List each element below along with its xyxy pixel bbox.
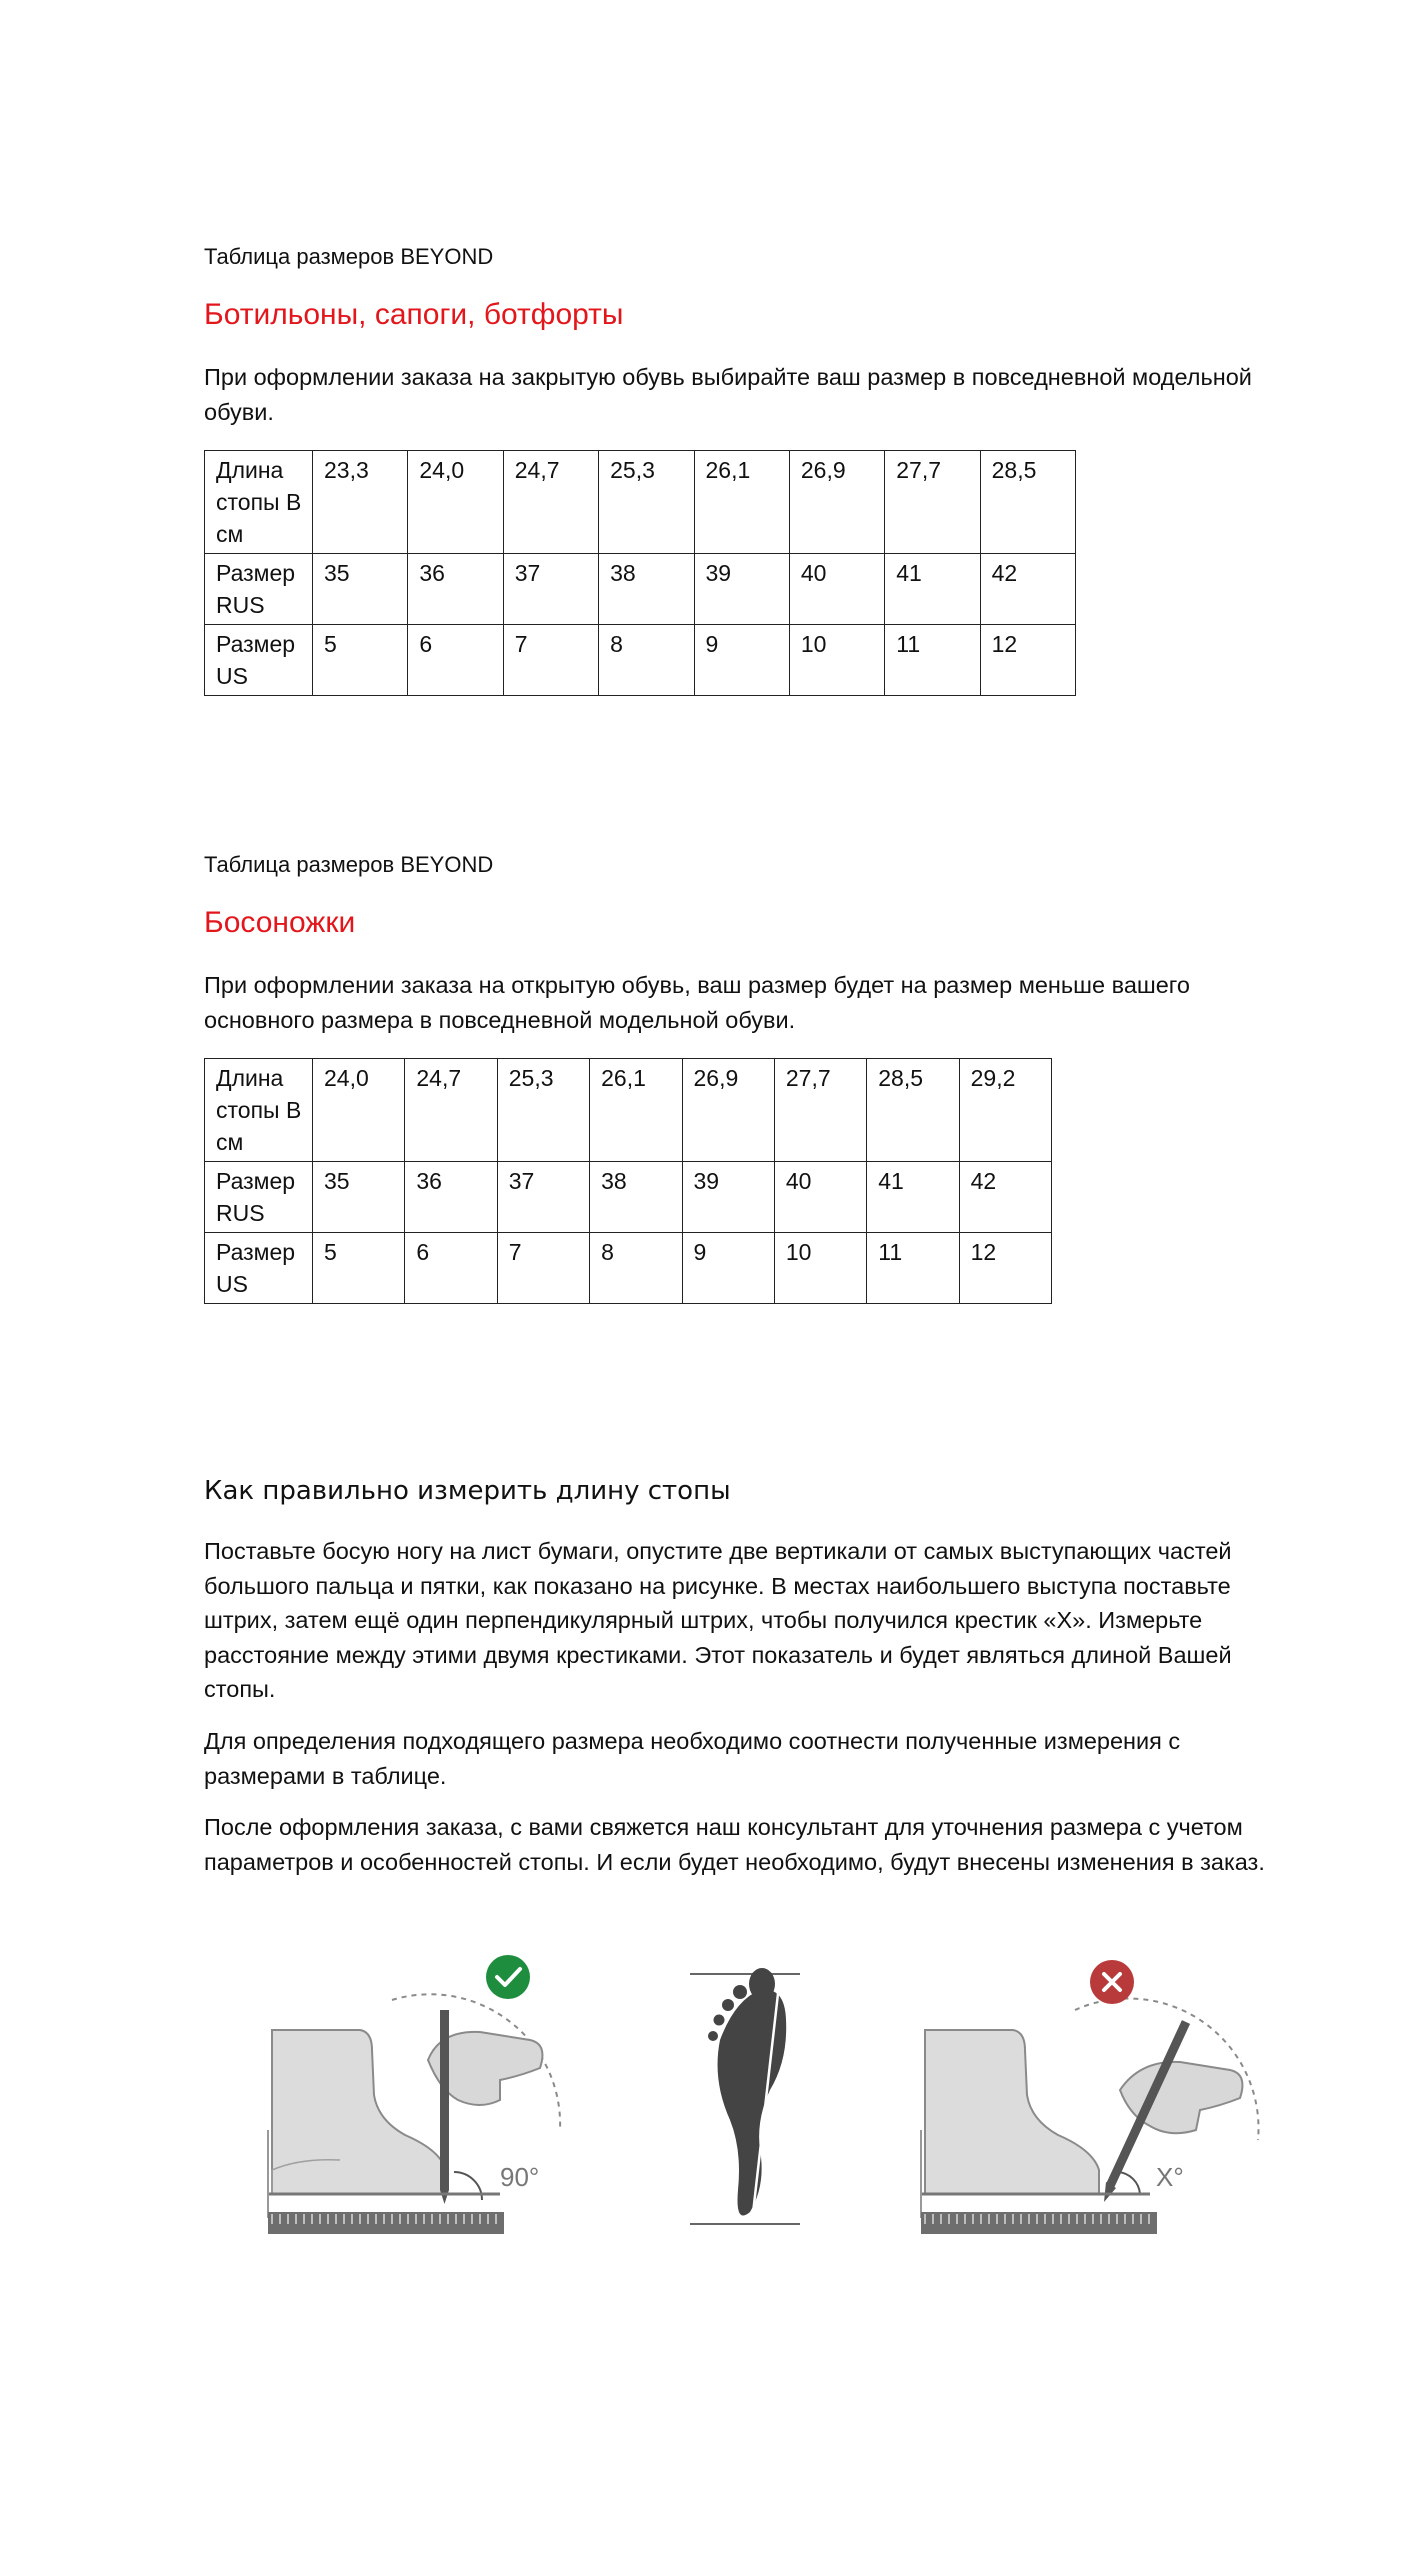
section-heading-sandals: Босоножки (204, 906, 356, 939)
table-cell: 41 (867, 1162, 959, 1233)
table-cell: 10 (789, 625, 884, 696)
measure-paragraph-3 (204, 1810, 1265, 1879)
paragraph-line: расстояние между этими двумя крестиками. Этот показатель и будет являться длиной Вашей (204, 1641, 1232, 1668)
table-cell: 36 (405, 1162, 497, 1233)
table-cell: 39 (682, 1162, 774, 1233)
table-cell: 11 (885, 625, 980, 696)
cell-text: Длина стопы В см (216, 1065, 302, 1155)
size-table-boots (204, 450, 1076, 696)
table-cell: 24,0 (313, 1059, 405, 1162)
table-cell: 11 (867, 1233, 959, 1304)
table-cell: 7 (497, 1233, 589, 1304)
table-cell: 8 (599, 625, 694, 696)
table-cell: 25,3 (497, 1059, 589, 1162)
row-header-rus: Размер RUS (205, 1162, 313, 1233)
angle-arc (1118, 2172, 1140, 2194)
row-header-foot-length (205, 451, 313, 554)
paragraph-line: большого пальца и пятки, как показано на рисунке. В местах наибольшего выступа поставьте (204, 1572, 1231, 1599)
table-cell: 6 (405, 1233, 497, 1304)
check-icon (486, 1955, 530, 1999)
table-cell: 42 (980, 554, 1075, 625)
paragraph-line: параметров и особенностей стопы. И если будет необходимо, будут внесены изменения в заказ. (204, 1848, 1265, 1875)
table-cell: 26,9 (682, 1059, 774, 1162)
measurement-illustration (0, 1950, 1411, 2280)
table-cell: 37 (503, 554, 598, 625)
paragraph-line: стопы. (204, 1676, 276, 1702)
table-cell: 5 (313, 1233, 405, 1304)
paragraph-line: Поставьте босую ногу на лист бумаги, опустите две вертикали от самых выступающих частей (204, 1538, 1232, 1564)
row-header-us: Размер US (205, 625, 313, 696)
table-cell: 40 (789, 554, 884, 625)
table-row (205, 1162, 1052, 1233)
foot-shape (272, 2030, 446, 2194)
table-cell: 29,2 (959, 1059, 1051, 1162)
table-cell: 26,1 (694, 451, 789, 554)
table-cell: 42 (959, 1162, 1051, 1233)
table-row (205, 451, 1076, 554)
table-caption-1: Таблица размеров BEYOND (204, 244, 494, 269)
table-cell: 41 (885, 554, 980, 625)
sandals-note-line: При оформлении заказа на открытую обувь, ваш размер будет на размер меньше вашего (204, 972, 1190, 998)
section-heading-boots: Ботильоны, сапоги, ботфорты (204, 298, 624, 331)
foot-shape (925, 2030, 1099, 2194)
boots-note-line: При оформлении заказа на закрытую обувь выбирайте ваш размер в повседневной модельной (204, 364, 1252, 390)
table-cell: 26,1 (590, 1059, 682, 1162)
angle-label-x: X° (1156, 2162, 1184, 2192)
footprint-panel (690, 1968, 800, 2224)
table-cell: 35 (313, 554, 408, 625)
size-table-sandals (204, 1058, 1052, 1304)
cell-text: Длина стопы В см (216, 457, 302, 547)
pencil (440, 2010, 449, 2190)
footprint-big-toe (749, 1968, 775, 2000)
boots-note-line: обуви. (204, 398, 274, 425)
table-cell: 35 (313, 1162, 405, 1233)
table-cell: 12 (959, 1233, 1051, 1304)
row-header-us: Размер US (205, 1233, 313, 1304)
angle-arc (454, 2172, 482, 2200)
table-row (205, 1233, 1052, 1304)
row-header-rus: Размер RUS (205, 554, 313, 625)
table-cell: 23,3 (313, 451, 408, 554)
table-cell: 5 (313, 625, 408, 696)
wrong-measure-panel (921, 1960, 1259, 2234)
table-cell: 9 (694, 625, 789, 696)
sandals-note (204, 968, 1190, 1037)
table-cell: 28,5 (867, 1059, 959, 1162)
table-cell: 38 (599, 554, 694, 625)
table-cell: 10 (774, 1233, 866, 1304)
table-row (205, 625, 1076, 696)
paragraph-line: штрих, затем ещё один перпендикулярный штрих, чтобы получился крестик «Х». Измерьте (204, 1607, 1203, 1633)
footprint-sole (718, 1990, 787, 2216)
table-cell: 6 (408, 625, 503, 696)
table-cell: 37 (497, 1162, 589, 1233)
table-row (205, 554, 1076, 625)
measure-paragraph-1 (204, 1534, 1232, 1707)
paragraph-line: размерами в таблице. (204, 1762, 447, 1789)
table-cell: 9 (682, 1233, 774, 1304)
paragraph-line: Для определения подходящего размера необходимо соотнести полученные измерения с (204, 1728, 1181, 1754)
measure-title: Как правильно измерить длину стопы (204, 1476, 731, 1506)
table-cell: 28,5 (980, 451, 1075, 554)
measure-paragraph-2 (204, 1724, 1180, 1793)
table-cell: 39 (694, 554, 789, 625)
table-cell: 12 (980, 625, 1075, 696)
table-cell: 25,3 (599, 451, 694, 554)
table-cell: 38 (590, 1162, 682, 1233)
table-cell: 24,7 (503, 451, 598, 554)
table-cell: 8 (590, 1233, 682, 1304)
table-cell: 24,7 (405, 1059, 497, 1162)
table-cell: 36 (408, 554, 503, 625)
table-cell: 27,7 (885, 451, 980, 554)
table-caption-2: Таблица размеров BEYOND (204, 852, 494, 877)
row-header-foot-length (205, 1059, 313, 1162)
sandals-note-line: основного размера в повседневной модельной обуви. (204, 1006, 796, 1033)
correct-measure-panel (268, 1955, 560, 2234)
paragraph-line: После оформления заказа, с вами свяжется наш консультант для уточнения размера с учетом (204, 1814, 1243, 1840)
boots-note (204, 360, 1252, 429)
table-cell: 24,0 (408, 451, 503, 554)
table-cell: 26,9 (789, 451, 884, 554)
table-row (205, 1059, 1052, 1162)
table-cell: 40 (774, 1162, 866, 1233)
angle-label-90: 90° (500, 2162, 540, 2192)
table-cell: 27,7 (774, 1059, 866, 1162)
table-cell: 7 (503, 625, 598, 696)
